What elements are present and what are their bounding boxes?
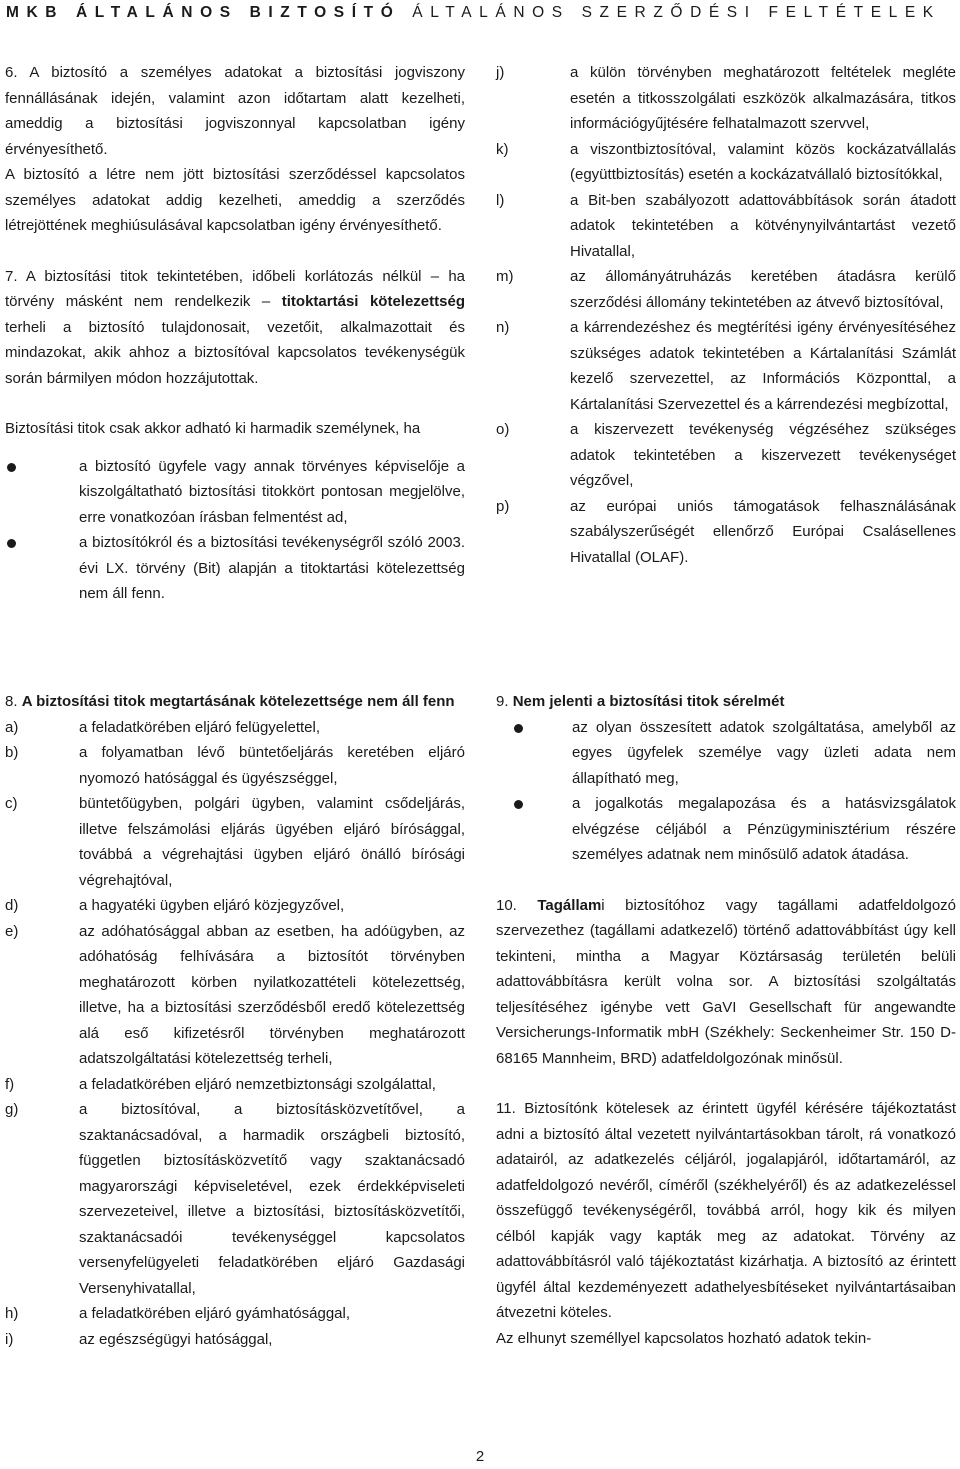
- paragraph-8-bold: A biztosítási titok megtartásának kötelezettsége nem áll fenn: [21, 693, 455, 710]
- paragraph-10-number: 10.: [496, 896, 517, 914]
- list-item: [5, 919, 465, 1072]
- bullet-icon: [514, 724, 523, 733]
- item-text: a külön törvényben meghatározott feltételek megléte esetén a titkosszolgálati eszközök alkalmazására, titkos információgyűjtésére felhatalmazott szervvel,: [570, 64, 956, 132]
- item-marker: n): [496, 319, 510, 336]
- item-text: büntetőügyben, polgári ügyben, valamint csődeljárás, illetve felszámolási eljárás ügyében eljáró bírósággal, továbbá a végrehajtási ügyben eljáró önálló bírósági végrehajtóval,: [79, 795, 465, 889]
- item-text: az egészségügyi hatósággal,: [79, 1330, 273, 1348]
- paragraph-8-heading: [5, 689, 465, 715]
- bullet-text: a biztosítókról és a biztosítási tevékenységről szóló 2003. évi LX. törvény (Bit) alapján a titoktartási kötelezettség nem áll fenn.: [79, 534, 465, 602]
- paragraph-7: [5, 264, 465, 392]
- paragraph-6b: A biztosító a létre nem jött biztosítási szerződéssel kapcsolatos személyes adatokat addig kezelheti, ameddig a szerződés létrejöttének meghiúsulásával kapcsolatban igény érvényesíthető.: [5, 166, 465, 234]
- bullet-icon: [7, 539, 16, 548]
- list-item: [5, 893, 465, 919]
- bullet-text: az olyan összesített adatok szolgáltatása, amelyből az egyes ügyfelek személye vagy üzleti adata nem állapítható meg,: [572, 718, 956, 787]
- list-item: [5, 454, 465, 531]
- list-item: [496, 188, 956, 265]
- item-marker: p): [496, 497, 510, 515]
- list-item: [5, 1097, 465, 1301]
- item-text: a folyamatban lévő büntetőeljárás keretében eljáró nyomozó hatósággal és ügyészséggel,: [79, 744, 465, 787]
- item-marker: b): [5, 744, 19, 761]
- bullet-icon: [514, 800, 523, 809]
- list-item: [496, 791, 956, 868]
- right-column-bottom: [496, 689, 956, 1351]
- item-marker: i): [5, 1330, 14, 1348]
- paragraph-7-bold: titoktartási kötelezettség: [281, 293, 465, 310]
- item-text: a viszontbiztosítóval, valamint közös kockázatvállalás (együttbiztosítás) esetén a kockázatvállaló biztosítókkal,: [570, 140, 956, 183]
- item-text: a hagyatéki ügyben eljáró közjegyzővel,: [79, 897, 345, 914]
- paragraph-11b: Az elhunyt személlyel kapcsolatos hozható adatok tekin-: [496, 1329, 872, 1347]
- paragraph-6a: 6. A biztosító a személyes adatokat a biztosítási jogviszony fennállásának idején, valamint azon időtartam alatt kezelheti, ameddig a biztosítási jogviszonnyal kapcsolatban igény érvényesíthető.: [5, 64, 465, 158]
- item-text: a Bit-ben szabályozott adattovábbítások során átadott adatok tekintetében a kötvénynyilvántartást vezető Hivatallal,: [570, 191, 956, 260]
- item-text: a biztosítóval, a biztosításközvetítővel, a szaktanácsadóval, a harmadik országbeli biztosító, független biztosításközvetítő vagy szaktanácsadó magyarországi képviseletével, ezek érdekképviseleti szervezeteivel, illetve a biztosítási, biztosításközvetítői, szaktanácsadói tevékenységgel kapcsolatos versenyfelügyeleti feladatkörében eljáró Gazdasági Versenyhivatallal,: [79, 1101, 465, 1297]
- list-item: [496, 494, 956, 571]
- list-item: [5, 1301, 465, 1327]
- list-item: [5, 1327, 465, 1353]
- paragraph-10: [496, 893, 956, 1072]
- list-item: [5, 715, 465, 741]
- header-company: MKB ÁLTALÁNOS BIZTOSÍTÓ: [6, 4, 401, 21]
- left-column-bottom: [5, 689, 465, 1352]
- header-title: ÁLTALÁNOS SZERZŐDÉSI FELTÉTELEK: [412, 4, 941, 21]
- bullet-text: a jogalkotás megalapozása és a hatásvizsgálatok elvégzése céljából a Pénzügyminisztérium részére személyes adatnak nem minősülő adatok átadása.: [572, 795, 956, 863]
- list-item: [496, 137, 956, 188]
- right-column-top: [496, 60, 956, 570]
- paragraph-7c: Biztosítási titok csak akkor adható ki harmadik személynek, ha: [5, 420, 421, 437]
- item-text: a feladatkörében eljáró gyámhatósággal,: [79, 1305, 351, 1322]
- item-marker: g): [5, 1101, 19, 1118]
- list-item: [5, 530, 465, 607]
- paragraph-9-bold: Nem jelenti a biztosítási titok sérelmét: [512, 693, 785, 710]
- list-item: [5, 791, 465, 893]
- list-item: [496, 315, 956, 417]
- item-text: az európai uniós támogatások felhasználásának szabályszerűségét ellenőrző Európai Csalásellenes Hivatallal (OLAF).: [570, 497, 956, 566]
- item-marker: h): [5, 1305, 19, 1322]
- item-marker: a): [5, 718, 19, 736]
- paragraph-7-intro: 7. A biztosítási titok tekintetében, időbeli korlátozás nélkül – ha törvény másként nem rendelkezik –: [5, 267, 465, 310]
- list-item: [5, 1072, 465, 1098]
- bullet-icon: [7, 463, 16, 472]
- item-marker: k): [496, 140, 509, 158]
- item-text: a kiszervezett tevékenység végzéséhez szükséges adatok tekintetében a kiszervezett tevékenységet végzővel,: [570, 421, 956, 489]
- paragraph-7-rest: terheli a biztosító tulajdonosait, vezetőit, alkalmazottait és mindazokat, akik ahhoz a biztosítóval kapcsolatos tevékenységük során bármilyen módon hozzájutottak.: [5, 318, 465, 387]
- item-marker: j): [496, 64, 505, 81]
- item-marker: c): [5, 795, 18, 812]
- list-item: [5, 740, 465, 791]
- list-item: [496, 417, 956, 494]
- item-text: az állományátruházás keretében átadásra kerülő szerződési állomány tekintetében az átvevő biztosítóval,: [570, 268, 956, 311]
- item-marker: l): [496, 191, 505, 209]
- item-text: az adóhatósággal abban az esetben, ha adóügyben, az adóhatóság felhívására a biztosítót törvényben meghatározott körben nyilatkozattételi kötelezettség, illetve, ha a biztosítási szerződésből eredő kötelezettség alá eső kifizetésről törvényben meghatározott adatszolgáltatási kötelezettség terheli,: [79, 922, 465, 1067]
- paragraph-9-heading: [496, 689, 956, 715]
- paragraph-11: 11. Biztosítónk kötelesek az érintett ügyfél kérésére tájékoztatást adni a biztosító által vezetett nyilvántartásokban tárolt, rá vonatkozó adatairól, az adatkezelés céljáról, jogalapjáról, időtartamáról, az adatfeldolgozó nevéről, címéről (székhelyéről) és az adatkezeléssel összefüggő tevékenységéről, továbbá arról, hogy kik és milyen célból kapják vagy kapták meg az adatokat. Törvény az adattovábbításról való tájékoztatást kizárhatja. A biztosító az érintett ügyfél által kezdeményezett adathelyesbítéseket nyilvántartásaiban átvezetni köteles.: [496, 1100, 956, 1321]
- item-text: a feladatkörében eljáró felügyelettel,: [79, 718, 320, 736]
- list-item: [496, 715, 956, 792]
- paragraph-9-number: 9.: [496, 693, 509, 710]
- page-number: 2: [475, 1448, 485, 1465]
- list-item: [496, 264, 956, 315]
- paragraph-10-rest: i biztosítóhoz vagy tagállami adatfeldolgozó szervezethez (tagállami adatkezelő) történő adattovábbítást úgy kell tekinteni, mintha a Magyar Köztársaság területén belüli adattovábbításra került volna sor. A biztosítási szolgáltatás teljesítéséhez igénybe vett GaVI Gesellschaft für angewandte Versicherungs-Informatik mbH (Székhely: Seckenheimer Str. 150 D-68165 Mannheim, BRD) adatfeldolgozónak minősül.: [496, 896, 957, 1067]
- item-text: a feladatkörében eljáró nemzetbiztonsági szolgálattal,: [79, 1075, 436, 1093]
- item-marker: f): [5, 1075, 15, 1093]
- paragraph-10-bold: Tagállam: [537, 896, 602, 914]
- paragraph-8-number: 8.: [5, 693, 18, 710]
- item-marker: o): [496, 421, 510, 438]
- item-marker: m): [496, 268, 514, 285]
- item-marker: e): [5, 922, 19, 940]
- page-header: [6, 4, 956, 26]
- item-marker: d): [5, 897, 19, 914]
- left-column-top: [5, 60, 465, 607]
- bullet-text: a biztosító ügyfele vagy annak törvényes képviselője a kiszolgáltatható biztosítási titokkört pontosan megjelölve, erre vonatkozóan írásban felmentést ad,: [79, 457, 465, 526]
- list-item: [496, 60, 956, 137]
- item-text: a kárrendezéshez és megtérítési igény érvényesítéséhez szükséges adatok tekintetében a Kártalanítási Számlát kezelő szervezettel, az Információs Központtal, a Kártalanítási Szervezettel és a kárrendezési megbízottal,: [570, 319, 956, 413]
